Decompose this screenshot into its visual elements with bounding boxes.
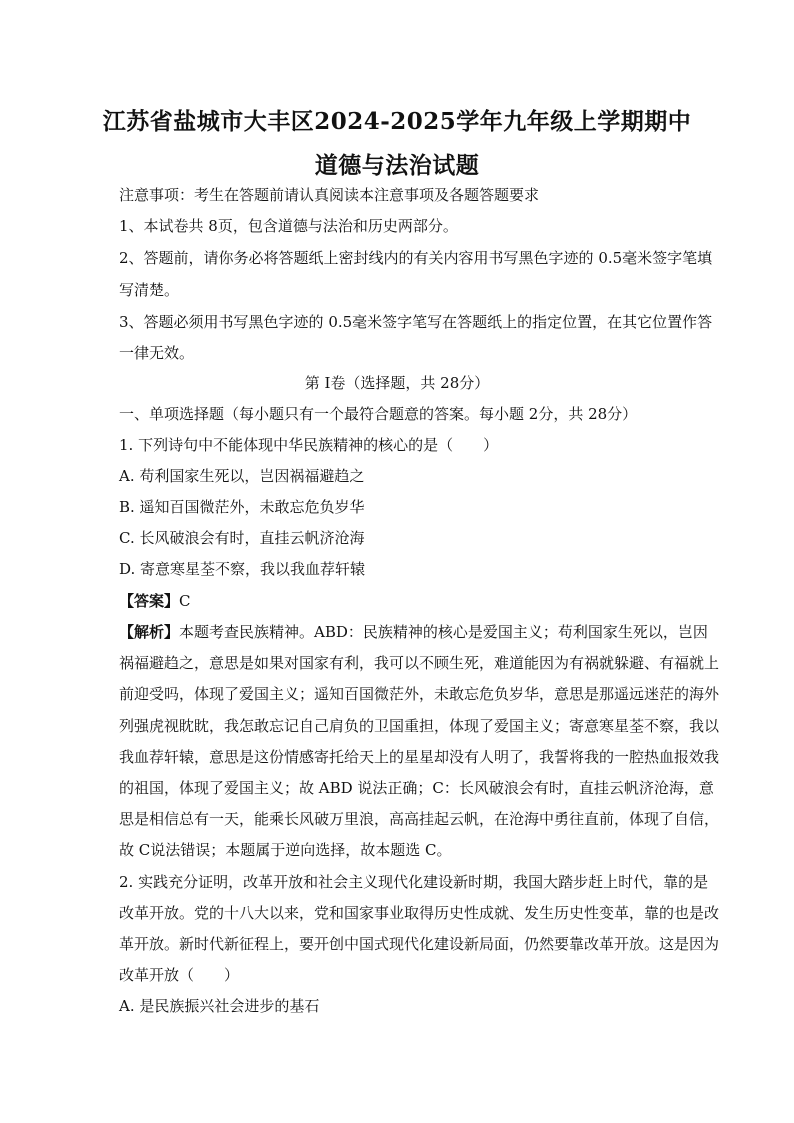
answer-value: C <box>179 592 191 610</box>
q1-answer <box>119 591 191 611</box>
q2-stem-line3: 革开放。新时代新征程上，要开创中国式现代化建设新局面，仍然要靠改革开放。这是因为 <box>119 935 720 953</box>
analysis-text: 本题考查民族精神。ABD：民族精神的核心是爱国主义；苟利国家生死以，岂因 <box>179 623 708 641</box>
part-heading: 一、单项选择题（每小题只有一个最符合题意的答案。每小题 2分，共 28分） <box>119 405 638 423</box>
q1-analysis-line4: 列强虎视眈眈，我怎敢忘记自己肩负的卫国重担，体现了爱国主义；寄意寒星荃不察，我以 <box>119 717 720 735</box>
notice-item-2-line2: 写清楚。 <box>119 281 180 299</box>
notice-item-1: 1、本试卷共 8页，包含道德与法治和历史两部分。 <box>119 217 458 235</box>
q1-analysis-line3: 前迎受吗，体现了爱国主义；遥知百国微茫外，未敢忘危负岁华，意思是那遥远迷茫的海外 <box>119 685 720 703</box>
exam-title-line1: 江苏省盐城市大丰区2024-2025学年九年级上学期期中 <box>102 108 692 135</box>
answer-label: 【答案】 <box>119 592 180 610</box>
volume-heading: 第 I卷（选择题，共 28分） <box>304 374 490 392</box>
q1-stem: 1. 下列诗句中不能体现中华民族精神的核心的是（ ） <box>119 436 499 454</box>
q1-option-c: C. 长风破浪会有时，直挂云帆济沧海 <box>119 529 365 547</box>
q2-stem-line4: 改革开放（ ） <box>119 966 240 984</box>
analysis-label: 【解析】 <box>119 623 180 641</box>
notice-item-2-line1: 2、答题前，请你务必将答题纸上密封线内的有关内容用书写黑色字迹的 0.5毫米签字笔填 <box>119 249 713 267</box>
q1-analysis-line7: 思是相信总有一天，能乘长风破万里浪，高高挂起云帆，在沧海中勇往直前，体现了自信， <box>119 810 720 828</box>
notice-heading: 注意事项：考生在答题前请认真阅读本注意事项及各题答题要求 <box>119 186 540 204</box>
q1-option-a: A. 苟利国家生死以，岂因祸福避趋之 <box>119 467 365 485</box>
q1-analysis-line6: 的祖国，体现了爱国主义；故 ABD 说法正确；C：长风破浪会有时，直挂云帆济沧海，意 <box>119 779 714 797</box>
notice-item-3-line1: 3、答题必须用书写黑色字迹的 0.5毫米签字笔写在答题纸上的指定位置，在其它位置作答 <box>119 313 713 331</box>
q1-analysis-line8: 故 C说法错误；本题属于逆向选择，故本题选 C。 <box>119 841 452 859</box>
q2-stem-line2: 改革开放。党的十八大以来，党和国家事业取得历史性成就、发生历史性变革，靠的也是改 <box>119 904 720 922</box>
q2-stem-line1: 2. 实践充分证明，改革开放和社会主义现代化建设新时期，我国大踏步赶上时代，靠的是 <box>119 873 709 891</box>
exam-title-line2: 道德与法治试题 <box>314 152 480 179</box>
q1-analysis-line2: 祸福避趋之，意思是如果对国家有利，我可以不顾生死，难道能因为有祸就躲避、有福就上 <box>119 654 720 672</box>
q2-option-a: A. 是民族振兴社会进步的基石 <box>119 997 320 1015</box>
q1-option-b: B. 遥知百国微茫外，未敢忘危负岁华 <box>119 498 365 516</box>
notice-item-3-line2: 一律无效。 <box>119 344 195 362</box>
q1-analysis-line1 <box>119 622 708 642</box>
q1-analysis-line5: 我血荐轩辕，意思是这份情感寄托给天上的星星却没有人明了，我誓将我的一腔热血报效我 <box>119 748 720 766</box>
q1-option-d: D. 寄意寒星荃不察，我以我血荐轩辕 <box>119 560 366 578</box>
